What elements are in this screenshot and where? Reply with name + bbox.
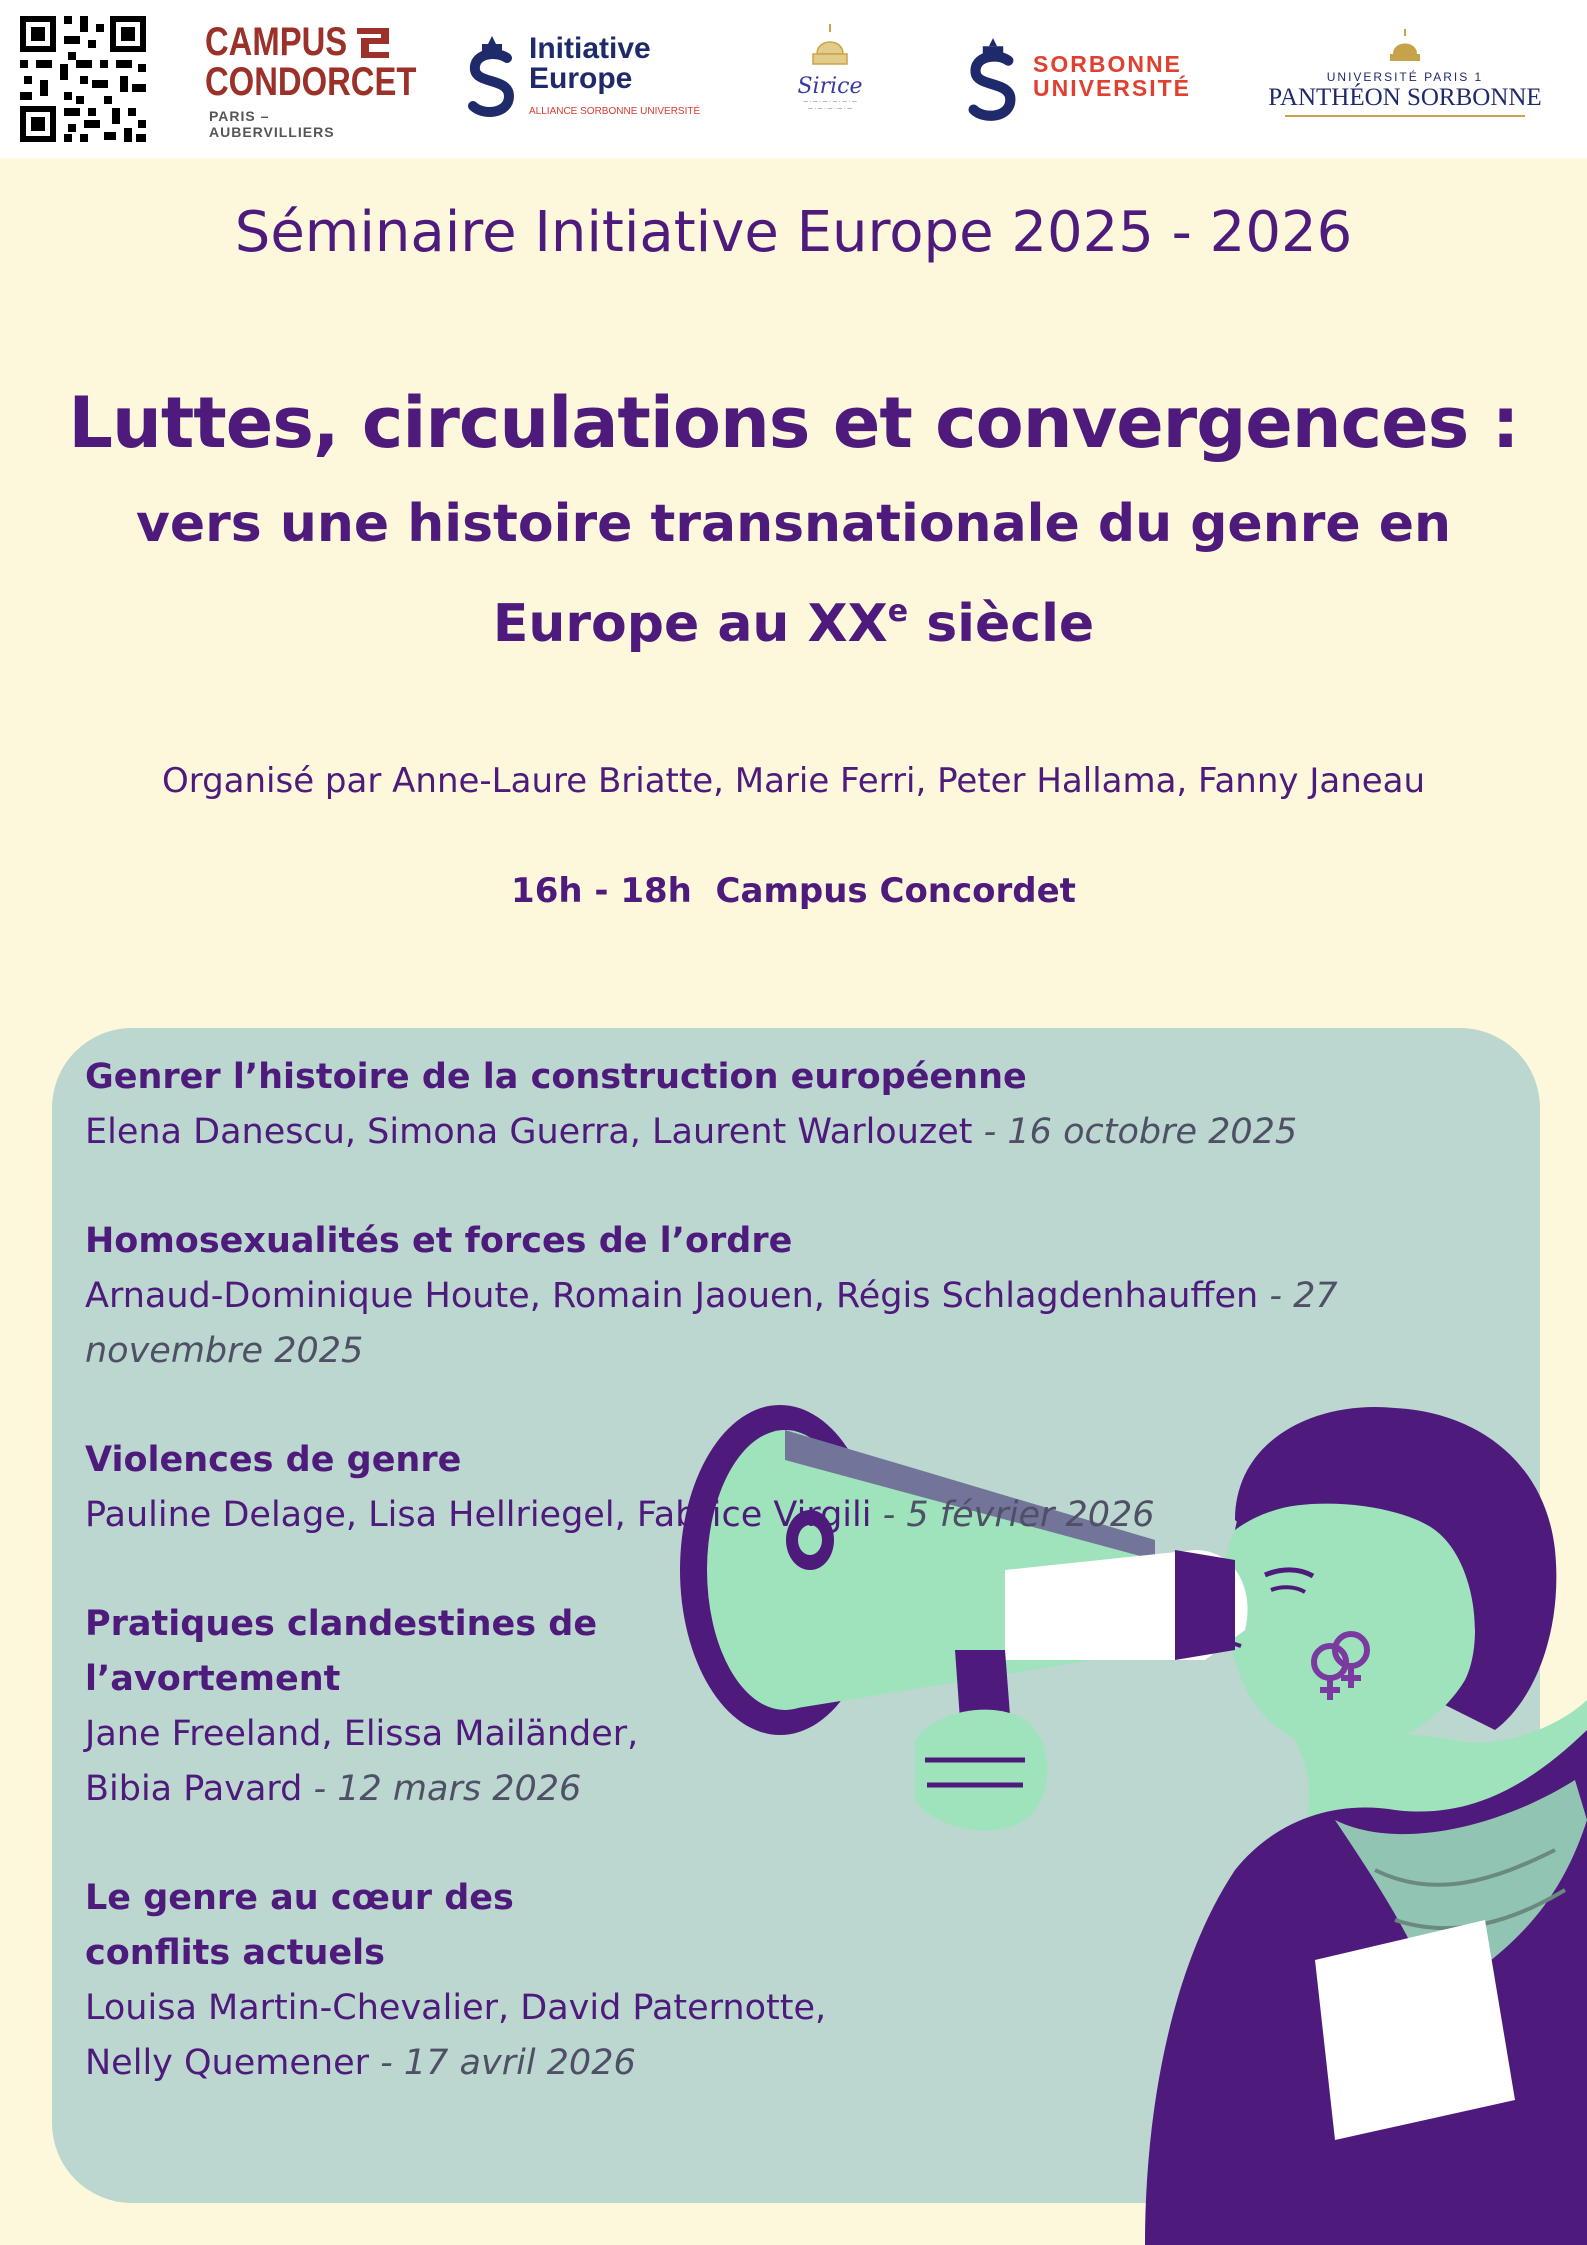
campus-condorcet-logo: [205, 20, 417, 140]
pantheon-sorbonne-logo: [1255, 28, 1555, 128]
session-title: Pratiques clandestines de l’avortement: [85, 1604, 598, 1699]
organizers: Organisé par Anne-Laure Briatte, Marie Ferri, Peter Hallama, Fanny Janeau: [161, 761, 1426, 801]
qr-code-icon: [18, 14, 148, 144]
subtitle-line2-before: Europe au XX: [492, 594, 888, 654]
pantheon-line2: PANTHÉON SORBONNE: [1268, 84, 1542, 111]
subtitle-superscript: e: [887, 594, 909, 629]
logo-header: [0, 0, 1587, 158]
condorcet-line2: CONDORCET: [205, 60, 417, 104]
seminar-title: Séminaire Initiative Europe 2025 - 2026: [234, 200, 1353, 265]
session-title: Genrer l’histoire de la construction européenne: [85, 1057, 1027, 1097]
session-title: Homosexualités et forces de l’ordre: [85, 1221, 793, 1261]
session-speakers: [85, 1707, 685, 1817]
session-date: - 5 février 2026: [871, 1495, 1155, 1535]
pantheon-rule: [1285, 115, 1525, 117]
session-date: - 27 novembre 2025: [85, 1276, 1338, 1371]
session-item: [85, 1597, 685, 1817]
session-speakers: [85, 1981, 905, 2091]
sirice-logo: [760, 22, 900, 134]
pantheon-dome-icon: [1385, 28, 1425, 64]
main-title: Luttes, circulations et convergences :: [68, 382, 1519, 464]
initiative-europe-logo: [465, 32, 725, 128]
session-speaker-names: Louisa Martin-Chevalier, David Paternotte, Nelly Quemener: [85, 1988, 827, 2083]
session-item: [85, 1050, 1405, 1160]
initiative-line1: Initiative: [529, 32, 651, 65]
session-speakers: [85, 1105, 1405, 1160]
sorbonne-universite-logo: [965, 34, 1200, 130]
subtitle-line1: vers une histoire transnationale du genre en: [135, 494, 1452, 554]
pantheon-line1: UNIVERSITÉ PARIS 1: [1326, 70, 1484, 84]
session-title: Violences de genre: [85, 1440, 462, 1480]
sorbonne-s-icon: [965, 34, 1021, 126]
session-item: [85, 1871, 827, 2091]
session-speaker-names: Arnaud-Dominique Houte, Romain Jaouen, Régis Schlagdenhauffen: [85, 1276, 1259, 1316]
session-item: [85, 1214, 1385, 1379]
sorbonne-line1: SORBONNE: [1033, 51, 1182, 77]
session-date: - 16 octobre 2025: [972, 1112, 1298, 1152]
session-speakers: [85, 1488, 1405, 1543]
session-item: [85, 1433, 1405, 1543]
session-speaker-names: Jane Freeland, Elissa Mailänder, Bibia Pavard: [85, 1714, 639, 1809]
session-speaker-names: Elena Danescu, Simona Guerra, Laurent Warlouzet: [85, 1112, 973, 1152]
time-place: 16h - 18h Campus Concordet: [511, 871, 1076, 911]
initiative-subtitle: ALLIANCE SORBONNE UNIVERSITÉ: [529, 106, 701, 117]
dome-icon: [805, 22, 855, 70]
sorbonne-s-icon: [465, 32, 519, 122]
sirice-tagline: — · — · — · — · — · — — · — · — · — · —: [803, 99, 857, 112]
sorbonne-name: [1033, 52, 1191, 100]
session-speakers: [85, 1269, 1385, 1379]
session-speaker-names: Pauline Delage, Lisa Hellriegel, Fabrice Virgili: [85, 1495, 872, 1535]
condorcet-line1: CAMPUS: [205, 20, 348, 64]
session-title: Le genre au cœur des conflits actuels: [85, 1878, 514, 1973]
initiative-europe-name: [529, 34, 651, 94]
subtitle: [0, 480, 1587, 668]
sirice-name: Sirice: [797, 74, 863, 99]
session-date: - 12 mars 2026: [302, 1769, 582, 1809]
session-date: - 17 avril 2026: [369, 2043, 636, 2083]
sessions-list: [85, 1050, 1405, 2145]
initiative-line2: Europe: [529, 62, 633, 95]
sorbonne-line2: UNIVERSITÉ: [1033, 75, 1192, 101]
condorcet-subtitle: PARIS – AUBERVILLIERS: [209, 108, 335, 140]
subtitle-line2-after: siècle: [908, 594, 1095, 654]
